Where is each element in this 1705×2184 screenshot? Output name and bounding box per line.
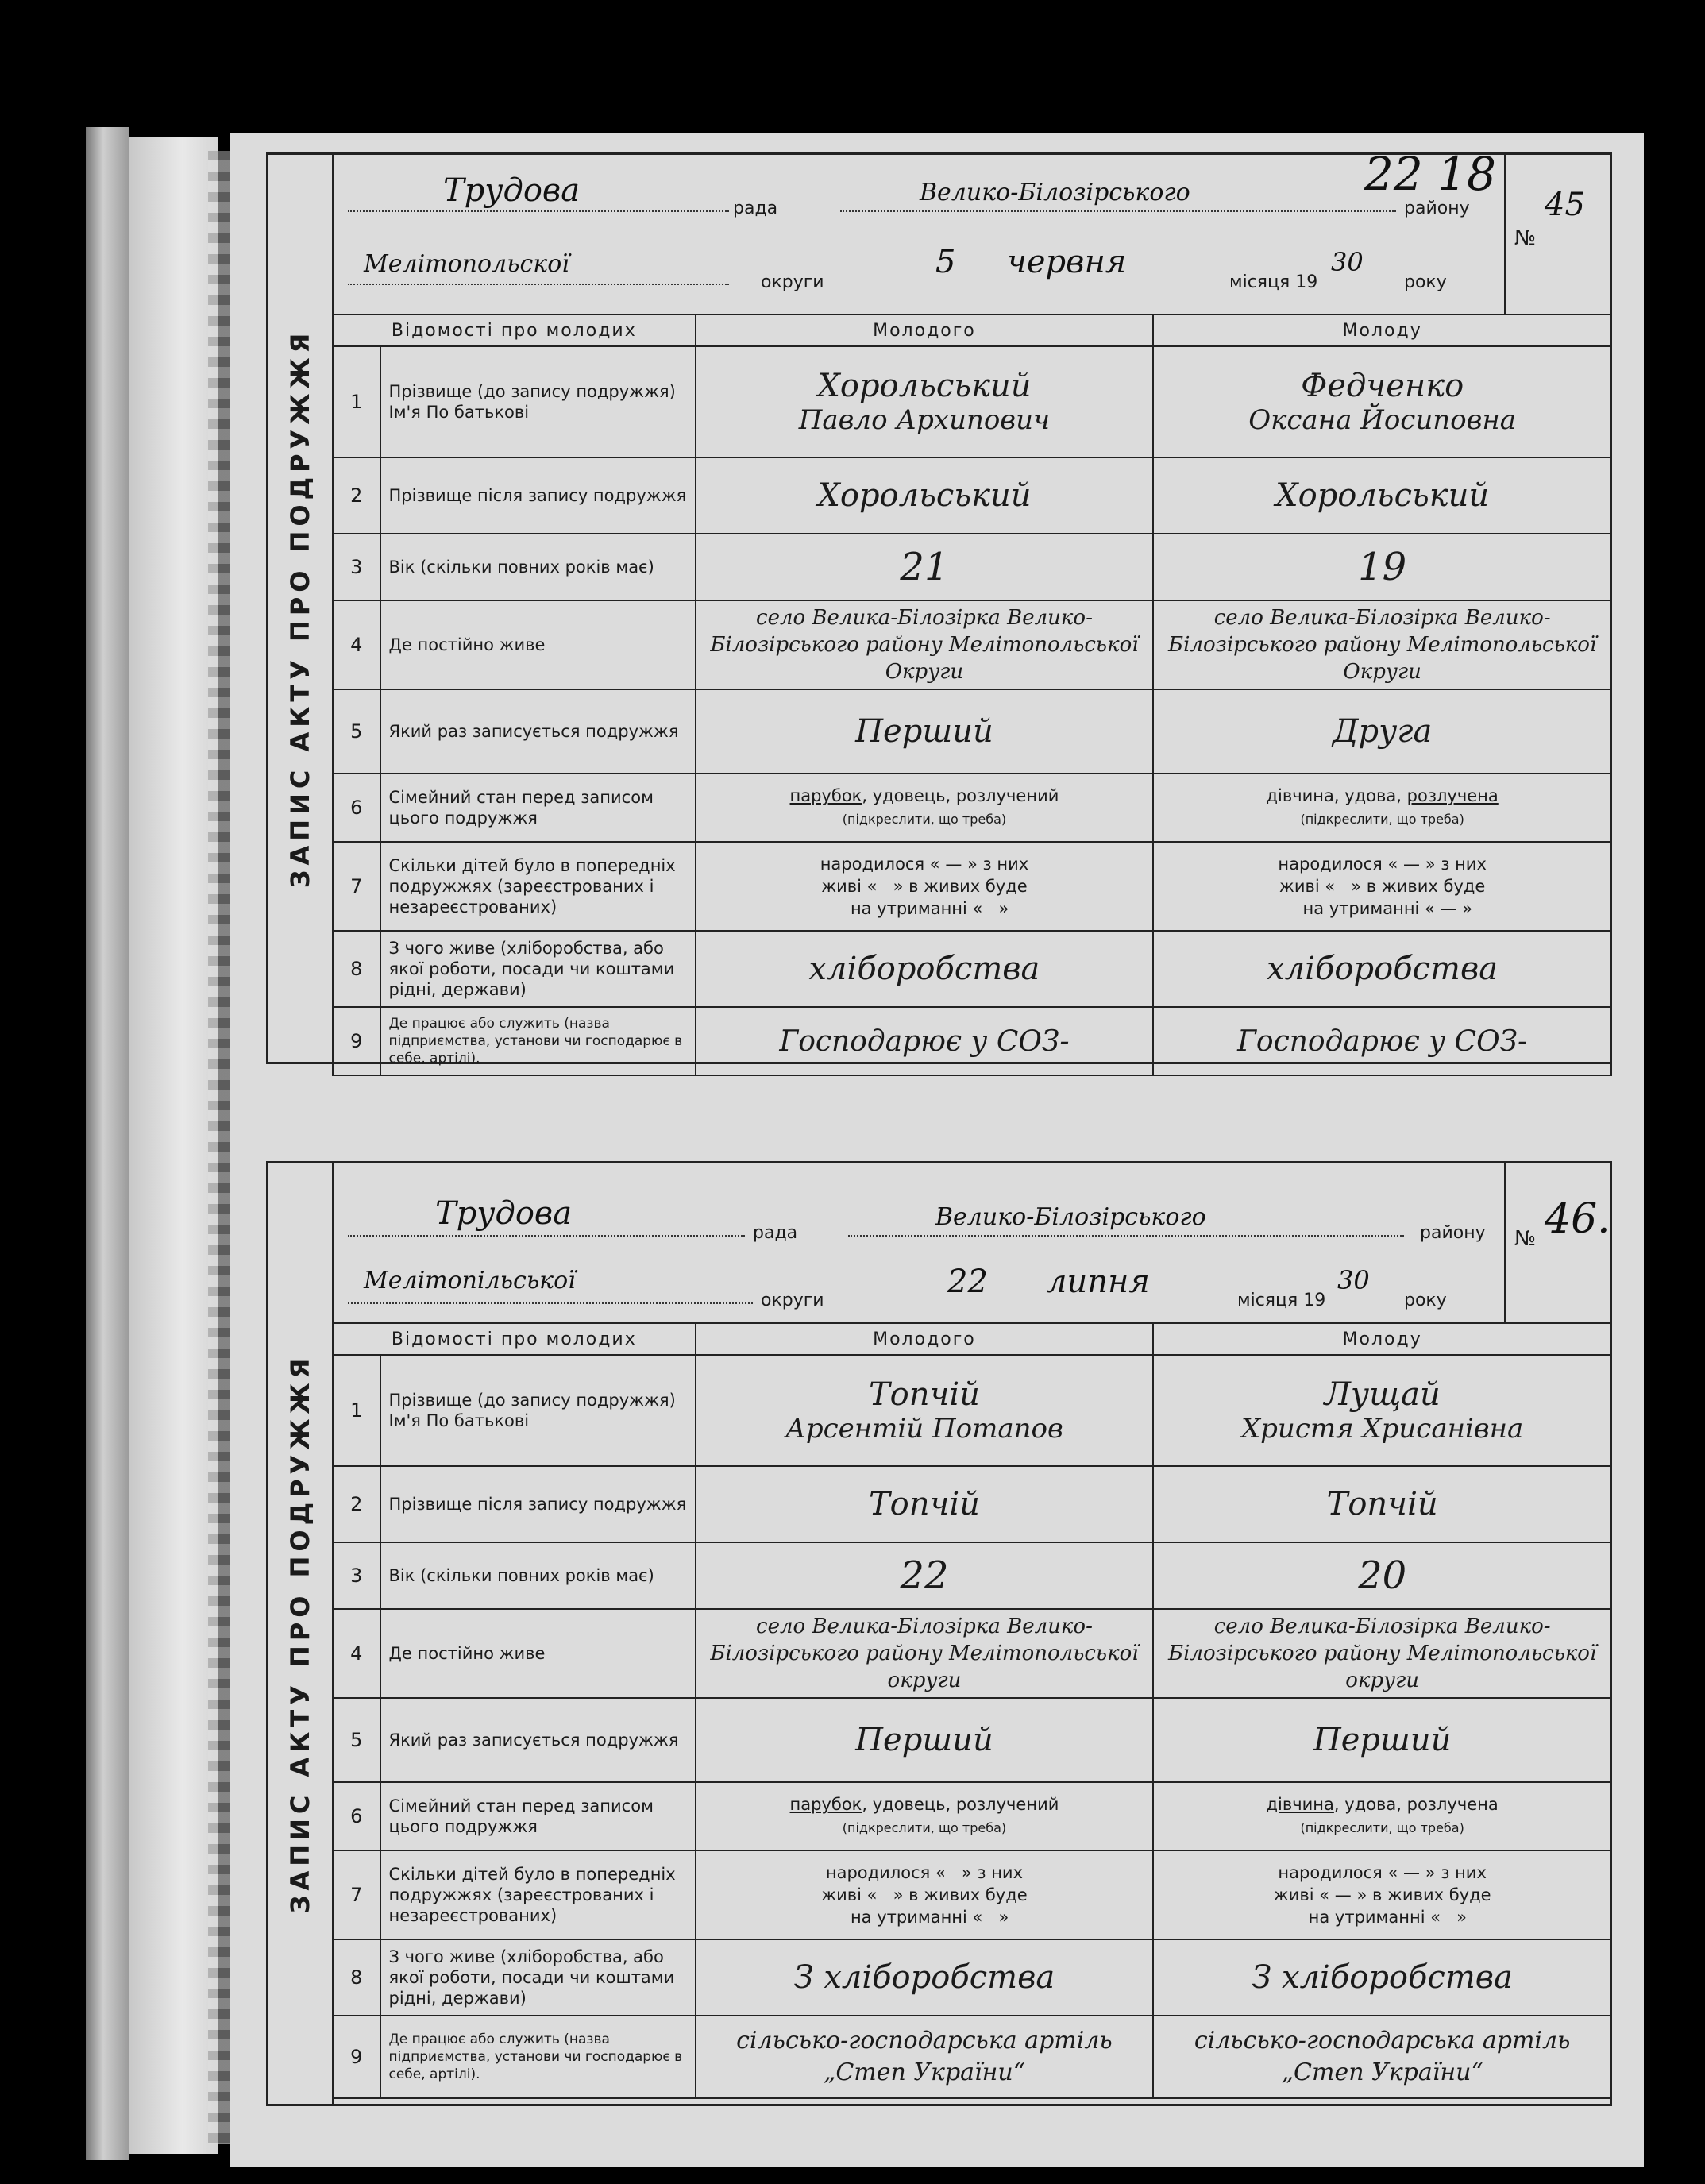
table-row: 6 Сімейний стан перед записом цього подружжя парубок, удовець, розлучений (підкреслити, що треба) дівчина, удова, розлучена (підкреслити, що треба): [333, 774, 1611, 842]
table-row: 4 Де постійно живе село Велика-Білозірка Велико-Білозірського району Мелітопольської Округи село Велика-Білозірка Велико-Білозірського району Мелітопольської Округи: [333, 600, 1611, 689]
table-row: 3 Вік (скільки повних років має) 22 20: [333, 1542, 1611, 1609]
okrug-value: Мелітопільської: [364, 1267, 576, 1295]
table-row: 5 Який раз записується подружжя Перший Друга: [333, 689, 1611, 774]
groom-residence: село Велика-Білозірка Велико-Білозірського району Мелітопольської Округи: [710, 606, 1139, 684]
groom-marriage-count: Перший: [855, 1722, 993, 1758]
row-label: З чого живе (хліборобства, або якої роботи, посади чи коштами рідні, держави): [380, 1939, 696, 2016]
bride-surname: Федченко: [1301, 368, 1464, 404]
table-row: 7 Скільки дітей було в попередніх подружжях (зареєстрованих і незареєстрованих) народилося « — » з них живі « » в живих буде на утриманні « » народилося « — » з них живі « » в живих буде на утриманні « — »: [333, 842, 1611, 931]
bride-residence: село Велика-Білозірка Велико-Білозірського району Мелітопольської округи: [1168, 1615, 1597, 1692]
spouse-info-table: [332, 1322, 1612, 2099]
bride-status-selected: розлучена: [1406, 786, 1499, 805]
groom-status-selected: парубок: [789, 786, 862, 805]
council-value: Трудова: [443, 172, 581, 209]
council-value: Трудова: [435, 1195, 573, 1232]
okrug-label: округи: [761, 1291, 824, 1310]
table-row: 4 Де постійно живе село Велика-Білозірка Велико-Білозірського району Мелітопольської округи село Велика-Білозірка Велико-Білозірського району Мелітопольської округи: [333, 1609, 1611, 1698]
groom-occupation: хліборобства: [808, 951, 1040, 987]
table-row: 1 Прізвище (до запису подружжя) Ім'я По батькові Топчій Арсентій Потапов Лущай Христя Хрисанівна: [333, 1355, 1611, 1466]
bride-surname: Лущай: [1324, 1376, 1441, 1413]
row-label: Прізвище після запису подружжя: [380, 457, 696, 534]
status-hint: (підкреслити, що треба): [842, 812, 1007, 827]
status-hint: (підкреслити, що треба): [1300, 812, 1464, 827]
header-groom: Молодого: [696, 314, 1154, 346]
groom-marriage-count: Перший: [855, 713, 993, 750]
groom-workplace: Господарює у СОЗ-: [779, 1024, 1070, 1058]
month-label: місяця 19: [1229, 272, 1318, 292]
council-label: рада: [733, 199, 778, 218]
table-row: 8 З чого живе (хліборобства, або якої роботи, посади чи коштами рідні, держави) хліборобства хліборобства: [333, 931, 1611, 1007]
year-label: року: [1404, 272, 1447, 292]
record-side-title-box: [268, 1163, 334, 2104]
record-day: 5: [935, 244, 956, 280]
bride-marriage-count: Перший: [1313, 1722, 1452, 1758]
groom-status-other: , удовець, розлучений: [862, 1795, 1059, 1814]
record-number-box: [1504, 155, 1610, 314]
record-number: 45: [1545, 187, 1585, 223]
bride-children: народилося « — » з них живі « — » в живих буде на утриманні « »: [1153, 1850, 1611, 1939]
marriage-record-2: [266, 1161, 1612, 2106]
status-hint: (підкреслити, що треба): [1300, 1820, 1464, 1835]
record-number-box: [1504, 1163, 1610, 1322]
record-side-title-box: [268, 155, 334, 1062]
bride-residence: село Велика-Білозірка Велико-Білозірського району Мелітопольської Округи: [1168, 606, 1597, 684]
row-label: Який раз записується подружжя: [380, 689, 696, 774]
record-number: 46.: [1545, 1195, 1610, 1243]
number-label: №: [1514, 226, 1537, 250]
district-underline: [848, 1235, 1404, 1237]
groom-status-selected: парубок: [789, 1795, 862, 1814]
bride-status-other: дівчина, удова,: [1266, 786, 1407, 805]
table-row: 7 Скільки дітей було в попередніх подружжях (зареєстрованих і незареєстрованих) народилося « » з них живі « » в живих буде на утриманні « » народилося « — » з них живі « — » в живих буде на утриманні « »: [333, 1850, 1611, 1939]
row-label: Прізвище (до запису подружжя) Ім'я По батькові: [380, 346, 696, 457]
district-underline: [840, 210, 1396, 212]
district-value: Велико-Білозірського: [935, 1203, 1206, 1231]
record-year: 30: [1331, 247, 1364, 277]
book-binding: [86, 127, 129, 2160]
bride-occupation: З хліборобства: [1252, 1959, 1513, 1996]
row-label: Де працює або служить (назва підприємства, установи чи господарює в себе, артілі).: [380, 1007, 696, 1075]
row-label: Сімейний стан перед записом цього подружжя: [380, 774, 696, 842]
groom-new-surname: Топчій: [868, 1486, 980, 1522]
okrug-label: округи: [761, 272, 824, 292]
bride-marriage-count: Друга: [1332, 713, 1433, 750]
bride-new-surname: Топчій: [1326, 1486, 1438, 1522]
status-hint: (підкреслити, що треба): [842, 1820, 1007, 1835]
groom-age: 21: [900, 545, 949, 589]
binding-stitches: [208, 151, 230, 2144]
district-label: району: [1404, 199, 1470, 218]
table-row: 8 З чого живе (хліборобства, або якої роботи, посади чи коштами рідні, держави) З хліборобства З хліборобства: [333, 1939, 1611, 2016]
bride-age: 20: [1358, 1553, 1407, 1598]
bride-age: 19: [1358, 545, 1407, 589]
groom-surname: Топчій: [868, 1376, 980, 1413]
header-info: Відомості про молодих: [333, 314, 696, 346]
bride-status-other: , удова, розлучена: [1333, 1795, 1499, 1814]
row-label: З чого живе (хліборобства, або якої роботи, посади чи коштами рідні, держави): [380, 931, 696, 1007]
year-label: року: [1404, 1291, 1447, 1310]
row-label: Вік (скільки повних років має): [380, 534, 696, 600]
groom-occupation: З хліборобства: [793, 1959, 1055, 1996]
bride-name: Христя Хрисанівна: [1240, 1413, 1524, 1445]
bride-children: народилося « — » з них живі « » в живих буде на утриманні « — »: [1153, 842, 1611, 931]
header-info: Відомості про молодих: [333, 1323, 696, 1355]
header-bride: Молоду: [1153, 314, 1611, 346]
groom-children: народилося « » з них живі « » в живих буде на утриманні « »: [696, 1850, 1154, 1939]
groom-surname: Хорольський: [817, 368, 1032, 404]
record-header: [332, 147, 1610, 314]
header-bride: Молоду: [1153, 1323, 1611, 1355]
record-month: липня: [1047, 1264, 1150, 1300]
header-groom: Молодого: [696, 1323, 1154, 1355]
council-label: рада: [753, 1223, 798, 1243]
record-side-title: ЗАПИС АКТУ ПРО ПОДРУЖЖЯ: [285, 328, 315, 889]
record-side-title: ЗАПИС АКТУ ПРО ПОДРУЖЖЯ: [285, 1353, 315, 1914]
bride-status-selected: дівчина: [1266, 1795, 1334, 1814]
marriage-record-1: [266, 147, 1612, 1067]
council-underline: [348, 1235, 745, 1237]
row-label: Скільки дітей було в попередніх подружжях (зареєстрованих і незареєстрованих): [380, 842, 696, 931]
table-row: 2 Прізвище після запису подружжя Топчій Топчій: [333, 1466, 1611, 1542]
groom-status-other: , удовець, розлучений: [862, 786, 1059, 805]
row-label: Який раз записується подружжя: [380, 1698, 696, 1782]
row-label: Сімейний стан перед записом цього подружжя: [380, 1782, 696, 1850]
council-underline: [348, 210, 729, 212]
number-label: №: [1514, 1227, 1537, 1251]
okrug-underline: [348, 284, 729, 285]
bride-workplace: сільсько-господарська артіль „Степ України“: [1194, 2027, 1571, 2086]
groom-name: Павло Архипович: [798, 404, 1051, 436]
table-row: 6 Сімейний стан перед записом цього подружжя парубок, удовець, розлучений (підкреслити, що треба) дівчина, удова, розлучена (підкреслити, що треба): [333, 1782, 1611, 1850]
record-year: 30: [1337, 1265, 1370, 1295]
bride-name: Оксана Йосиповна: [1248, 404, 1517, 436]
row-label: Прізвище (до запису подружжя) Ім'я По батькові: [380, 1355, 696, 1466]
table-row: 3 Вік (скільки повних років має) 21 19: [333, 534, 1611, 600]
row-label: Де працює або служить (назва підприємства, установи чи господарює в себе, артілі).: [380, 2016, 696, 2098]
groom-new-surname: Хорольський: [817, 477, 1032, 514]
groom-name: Арсентій Потапов: [785, 1413, 1063, 1445]
table-row: 2 Прізвище після запису подружжя Хорольський Хорольський: [333, 457, 1611, 534]
district-label: району: [1420, 1223, 1486, 1243]
row-label: Де постійно живе: [380, 1609, 696, 1698]
table-row: 9 Де працює або служить (назва підприємства, установи чи господарює в себе, артілі). Господарює у СОЗ- Господарює у СОЗ-: [333, 1007, 1611, 1075]
row-label: Прізвище після запису подружжя: [380, 1466, 696, 1542]
groom-children: народилося « — » з них живі « » в живих буде на утриманні « »: [696, 842, 1154, 931]
month-label: місяця 19: [1237, 1291, 1326, 1310]
spouse-info-table: [332, 314, 1612, 1076]
groom-age: 22: [900, 1553, 949, 1598]
groom-residence: село Велика-Білозірка Велико-Білозірського району Мелітопольської округи: [710, 1615, 1139, 1692]
row-label: Вік (скільки повних років має): [380, 1542, 696, 1609]
table-row: 1 Прізвище (до запису подружжя) Ім'я По батькові Хорольський Павло Архипович Федченко Оксана Йосиповна: [333, 346, 1611, 457]
groom-workplace: сільсько-господарська артіль „Степ України“: [736, 2027, 1113, 2086]
bride-occupation: хліборобства: [1267, 951, 1499, 987]
record-header: [332, 1163, 1610, 1322]
table-row: 9 Де працює або служить (назва підприємства, установи чи господарює в себе, артілі). сільсько-господарська артіль „Степ України“ сільсько-господарська артіль „Степ України“: [333, 2016, 1611, 2098]
district-value: Велико-Білозірського: [920, 179, 1190, 206]
binding-strip: [129, 137, 218, 2154]
record-month: червня: [1007, 244, 1127, 280]
row-label: Де постійно живе: [380, 600, 696, 689]
margin-note: 22 18: [1364, 147, 1497, 201]
bride-new-surname: Хорольський: [1275, 477, 1490, 514]
table-row: 5 Який раз записується подружжя Перший Перший: [333, 1698, 1611, 1782]
okrug-underline: [348, 1302, 753, 1304]
row-label: Скільки дітей було в попередніх подружжях (зареєстрованих і незареєстрованих): [380, 1850, 696, 1939]
bride-workplace: Господарює у СОЗ-: [1237, 1024, 1528, 1058]
record-day: 22: [947, 1264, 988, 1300]
okrug-value: Мелітопольскої: [364, 250, 569, 278]
